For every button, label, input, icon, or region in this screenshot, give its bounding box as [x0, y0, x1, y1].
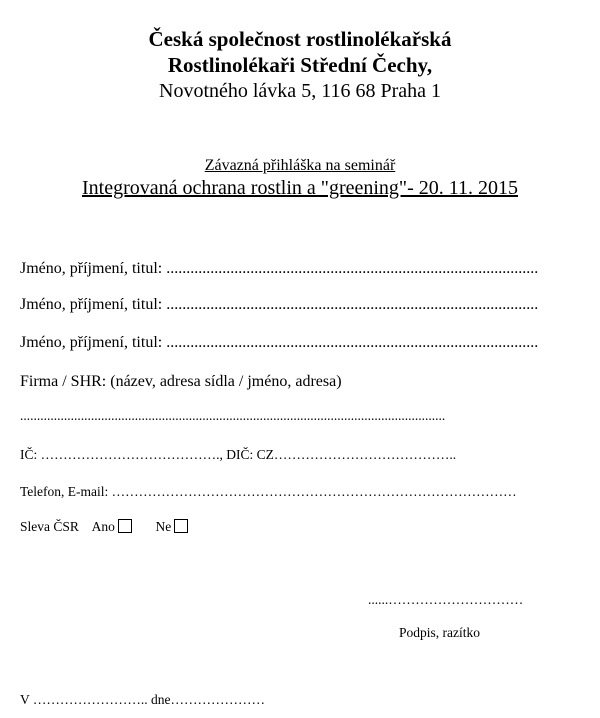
name-label: Jméno, příjmení, titul:	[20, 296, 163, 313]
ne-label: Ne	[155, 519, 172, 534]
sleva-row	[20, 519, 188, 534]
ano-label: Ano	[91, 519, 115, 534]
name-dots: .............................................................................................	[166, 260, 539, 277]
signature-field[interactable]: ......…………………………	[368, 592, 524, 607]
org-name: Česká společnost rostlinolékařská	[148, 27, 452, 51]
telefon-email-field[interactable]: Telefon, E-mail: ………………………………………………………………………………	[20, 484, 517, 499]
ic-dic-field[interactable]: IČ: …………………………………., DIČ: CZ…………………………………..	[20, 447, 457, 462]
form-subtitle: Závazná přihláška na seminář	[204, 157, 396, 174]
ne-checkbox[interactable]	[174, 519, 188, 533]
name-field-3[interactable]	[20, 335, 538, 351]
seminar-title: Integrovaná ochrana rostlin a "greening"- 20. 11. 2015	[81, 177, 518, 199]
ano-checkbox[interactable]	[118, 519, 132, 533]
name-field-1[interactable]	[20, 261, 538, 277]
name-dots: .............................................................................................	[166, 296, 539, 313]
sleva-label: Sleva ČSR	[20, 519, 79, 534]
signature-label: Podpis, razítko	[399, 625, 480, 640]
name-label: Jméno, příjmení, titul:	[20, 334, 163, 351]
name-field-2[interactable]	[20, 297, 538, 313]
name-dots: .............................................................................................	[166, 334, 539, 351]
name-label: Jméno, příjmení, titul:	[20, 260, 163, 277]
place-date-field[interactable]: V …………………….. dne…………………	[20, 692, 265, 707]
org-branch: Rostlinolékaři Střední Čechy,	[167, 53, 433, 77]
firma-field[interactable]: ..............................................................................................................................	[20, 408, 446, 423]
org-address: Novotného lávka 5, 116 68 Praha 1	[159, 80, 441, 102]
firma-label: Firma / SHR: (název, adresa sídla / jméno, adresa)	[20, 373, 342, 390]
